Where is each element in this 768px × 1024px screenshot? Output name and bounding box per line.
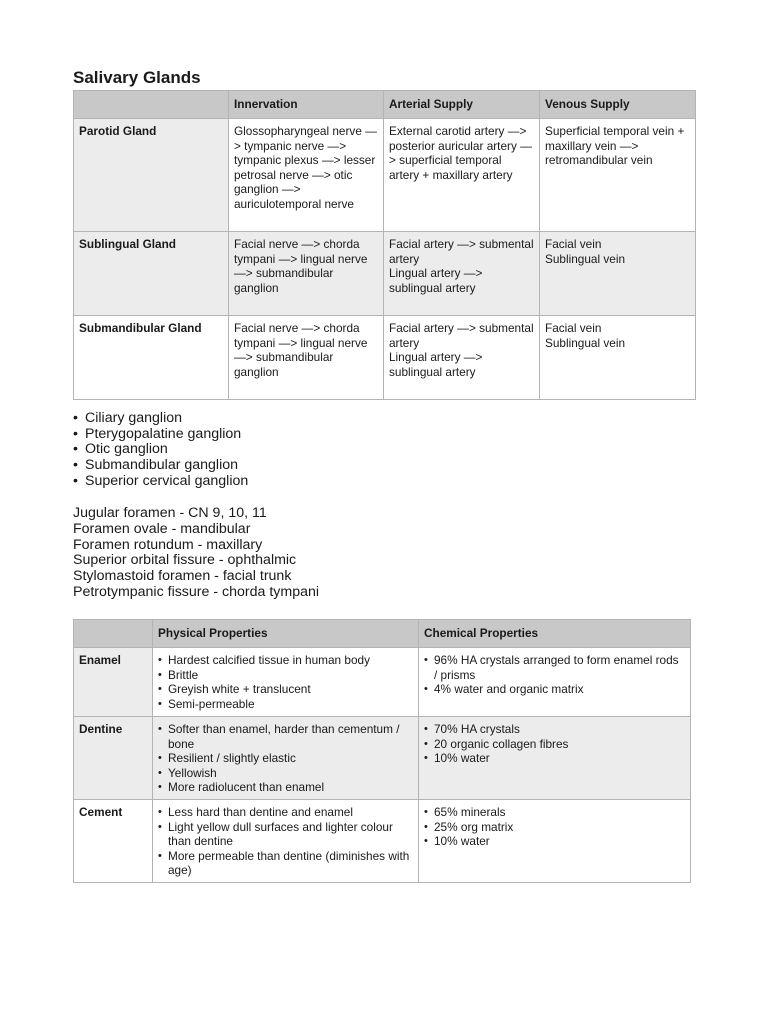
arterial-line: Lingual artery —> sublingual artery: [389, 350, 483, 379]
column-header-blank: [74, 620, 153, 648]
list-item-text: Pterygopalatine ganglion: [85, 425, 242, 442]
foramen-line: Superior orbital fissure - ophthalmic: [73, 552, 297, 569]
bullet-list: [158, 722, 413, 795]
cell-venous-supply: [540, 316, 696, 400]
cell-physical-properties: [153, 717, 419, 800]
column-header-chemical-properties: Chemical Properties: [419, 620, 691, 648]
list-item-text: Superior cervical ganglion: [85, 472, 249, 489]
bullet-icon: •: [73, 441, 78, 458]
venous-line: Sublingual vein: [545, 335, 626, 350]
table-row: [74, 232, 696, 316]
list-item-text: More radiolucent than enamel: [168, 780, 325, 795]
foramen-line: Foramen ovale - mandibular: [73, 520, 251, 537]
list-item: [158, 722, 413, 751]
column-header-physical-properties: Physical Properties: [153, 620, 419, 648]
row-header-sublingual-gland: Sublingual Gland: [74, 232, 229, 316]
list-item: [424, 820, 685, 835]
list-item-text: 20 organic collagen fibres: [434, 736, 569, 751]
list-item-text: 25% org matrix: [434, 819, 514, 834]
list-item-text: 65% minerals: [434, 805, 506, 819]
bullet-icon: •: [424, 737, 428, 750]
foramen-line: Petrotympanic fissure - chorda tympani: [73, 583, 320, 600]
list-item-text: 10% water: [434, 834, 490, 849]
list-item-text: Light yellow dull surfaces and lighter colour than dentine: [168, 819, 393, 849]
bullet-icon: •: [424, 683, 428, 696]
list-item-text: Submandibular ganglion: [85, 457, 239, 474]
cell-innervation: Facial nerve —> chorda tympani —> lingual nerve —> submandibular ganglion: [229, 316, 384, 400]
venous-line: Facial vein: [545, 237, 602, 251]
list-item: [158, 780, 413, 795]
ganglia-list: [73, 411, 248, 490]
arterial-line: Facial artery —> submental artery: [389, 321, 534, 350]
list-item: [73, 442, 248, 458]
list-item: [424, 737, 685, 752]
cell-arterial-supply: [384, 316, 540, 400]
arterial-line: Lingual artery —> sublingual artery: [389, 266, 483, 295]
bullet-icon: •: [73, 425, 78, 442]
list-item-text: 4% water and organic matrix: [434, 682, 584, 697]
cell-chemical-properties: [419, 717, 691, 800]
column-header-arterial-supply: Arterial Supply: [384, 91, 540, 119]
list-item: [158, 668, 413, 683]
list-item-text: Hardest calcified tissue in human body: [168, 653, 370, 667]
table-row: [74, 119, 696, 232]
list-item: [158, 849, 413, 878]
list-item: [73, 411, 248, 427]
list-item: [73, 458, 248, 474]
bullet-list: [424, 653, 685, 697]
list-item: [158, 766, 413, 781]
cell-chemical-properties: [419, 800, 691, 883]
bullet-icon: •: [158, 781, 162, 794]
bullet-icon: •: [158, 806, 162, 818]
list-item: [424, 722, 685, 737]
cell-venous-supply: [540, 232, 696, 316]
bullet-icon: •: [424, 806, 428, 818]
column-header-venous-supply: Venous Supply: [540, 91, 696, 119]
bullet-icon: •: [424, 752, 428, 765]
list-item-text: Greyish white + translucent: [168, 682, 311, 697]
bullet-icon: •: [73, 410, 78, 426]
venous-line: Sublingual vein: [545, 251, 626, 266]
list-item: [158, 751, 413, 766]
bullet-icon: •: [424, 835, 428, 848]
foramen-line: Jugular foramen - CN 9, 10, 11: [73, 505, 267, 521]
list-item: [424, 751, 685, 766]
bullet-list: [424, 722, 685, 766]
list-item: [424, 834, 685, 849]
list-item-text: Softer than enamel, harder than cementum / bone: [168, 722, 400, 751]
list-item-text: 10% water: [434, 751, 490, 766]
cell-arterial-supply: [384, 232, 540, 316]
foramina-list: [73, 506, 319, 601]
list-item: [424, 653, 685, 682]
cell-innervation: Facial nerve —> chorda tympani —> lingual nerve —> submandibular ganglion: [229, 232, 384, 316]
list-item: [73, 427, 248, 443]
bullet-icon: •: [424, 723, 428, 735]
row-header-dentine: Dentine: [74, 717, 153, 800]
list-item-text: Otic ganglion: [85, 441, 168, 458]
list-item-text: More permeable than dentine (diminishes with age): [168, 848, 410, 878]
cell-physical-properties: [153, 648, 419, 717]
list-item-text: Less hard than dentine and enamel: [168, 805, 353, 819]
venous-line: Facial vein: [545, 321, 602, 335]
list-item: [158, 682, 413, 697]
bullet-icon: •: [158, 849, 162, 862]
salivary-glands-table: [73, 90, 696, 400]
row-header-enamel: Enamel: [74, 648, 153, 717]
list-item: [424, 682, 685, 697]
bullet-icon: •: [158, 820, 162, 833]
list-item-text: Ciliary ganglion: [85, 410, 182, 426]
row-header-submandibular-gland: Submandibular Gland: [74, 316, 229, 400]
table-row: [74, 717, 691, 800]
bullet-icon: •: [73, 457, 78, 474]
table-row: [74, 316, 696, 400]
table-row: [74, 648, 691, 717]
row-header-cement: Cement: [74, 800, 153, 883]
list-item-text: Yellowish: [168, 765, 217, 780]
list-item: [158, 820, 413, 849]
arterial-line: Facial artery —> submental artery: [389, 237, 534, 266]
table-header-row: [74, 620, 691, 648]
bullet-icon: •: [424, 820, 428, 833]
bullet-icon: •: [158, 752, 162, 765]
bullet-icon: •: [158, 654, 162, 666]
bullet-icon: •: [158, 683, 162, 696]
foramen-line: Foramen rotundum - maxillary: [73, 536, 263, 553]
dental-tissues-table: [73, 619, 691, 883]
list-item-text: 70% HA crystals: [434, 722, 520, 736]
list-item: [158, 697, 413, 712]
bullet-icon: •: [73, 472, 78, 489]
bullet-list: [424, 805, 685, 849]
bullet-icon: •: [158, 723, 162, 735]
list-item-text: Brittle: [168, 667, 199, 682]
bullet-list: [158, 653, 413, 711]
cell-physical-properties: [153, 800, 419, 883]
bullet-icon: •: [158, 697, 162, 710]
list-item-text: 96% HA crystals arranged to form enamel rods / prisms: [434, 653, 679, 682]
column-header-innervation: Innervation: [229, 91, 384, 119]
page-title: Salivary Glands: [73, 68, 201, 87]
table-header-row: [74, 91, 696, 119]
list-item: [158, 653, 413, 668]
bullet-icon: •: [158, 668, 162, 681]
table-row: [74, 800, 691, 883]
cell-arterial-supply: External carotid artery —> posterior auricular artery —> superficial temporal artery + maxillary artery: [384, 119, 540, 232]
list-item: [424, 805, 685, 820]
bullet-icon: •: [424, 654, 428, 666]
cell-venous-supply: Superficial temporal vein + maxillary vein —> retromandibular vein: [540, 119, 696, 232]
row-header-parotid-gland: Parotid Gland: [74, 119, 229, 232]
list-item-text: Resilient / slightly elastic: [168, 751, 296, 766]
cell-innervation: Glossopharyngeal nerve —> tympanic nerve —> tympanic plexus —> lesser petrosal nerve —> otic ganglion —> auriculotemporal nerve: [229, 119, 384, 232]
list-item: [158, 805, 413, 820]
foramen-line: Stylomastoid foramen - facial trunk: [73, 568, 292, 585]
bullet-icon: •: [158, 766, 162, 779]
column-header-blank: [74, 91, 229, 119]
cell-chemical-properties: [419, 648, 691, 717]
list-item-text: Semi-permeable: [168, 696, 255, 711]
bullet-list: [158, 805, 413, 878]
list-item: [73, 474, 248, 490]
